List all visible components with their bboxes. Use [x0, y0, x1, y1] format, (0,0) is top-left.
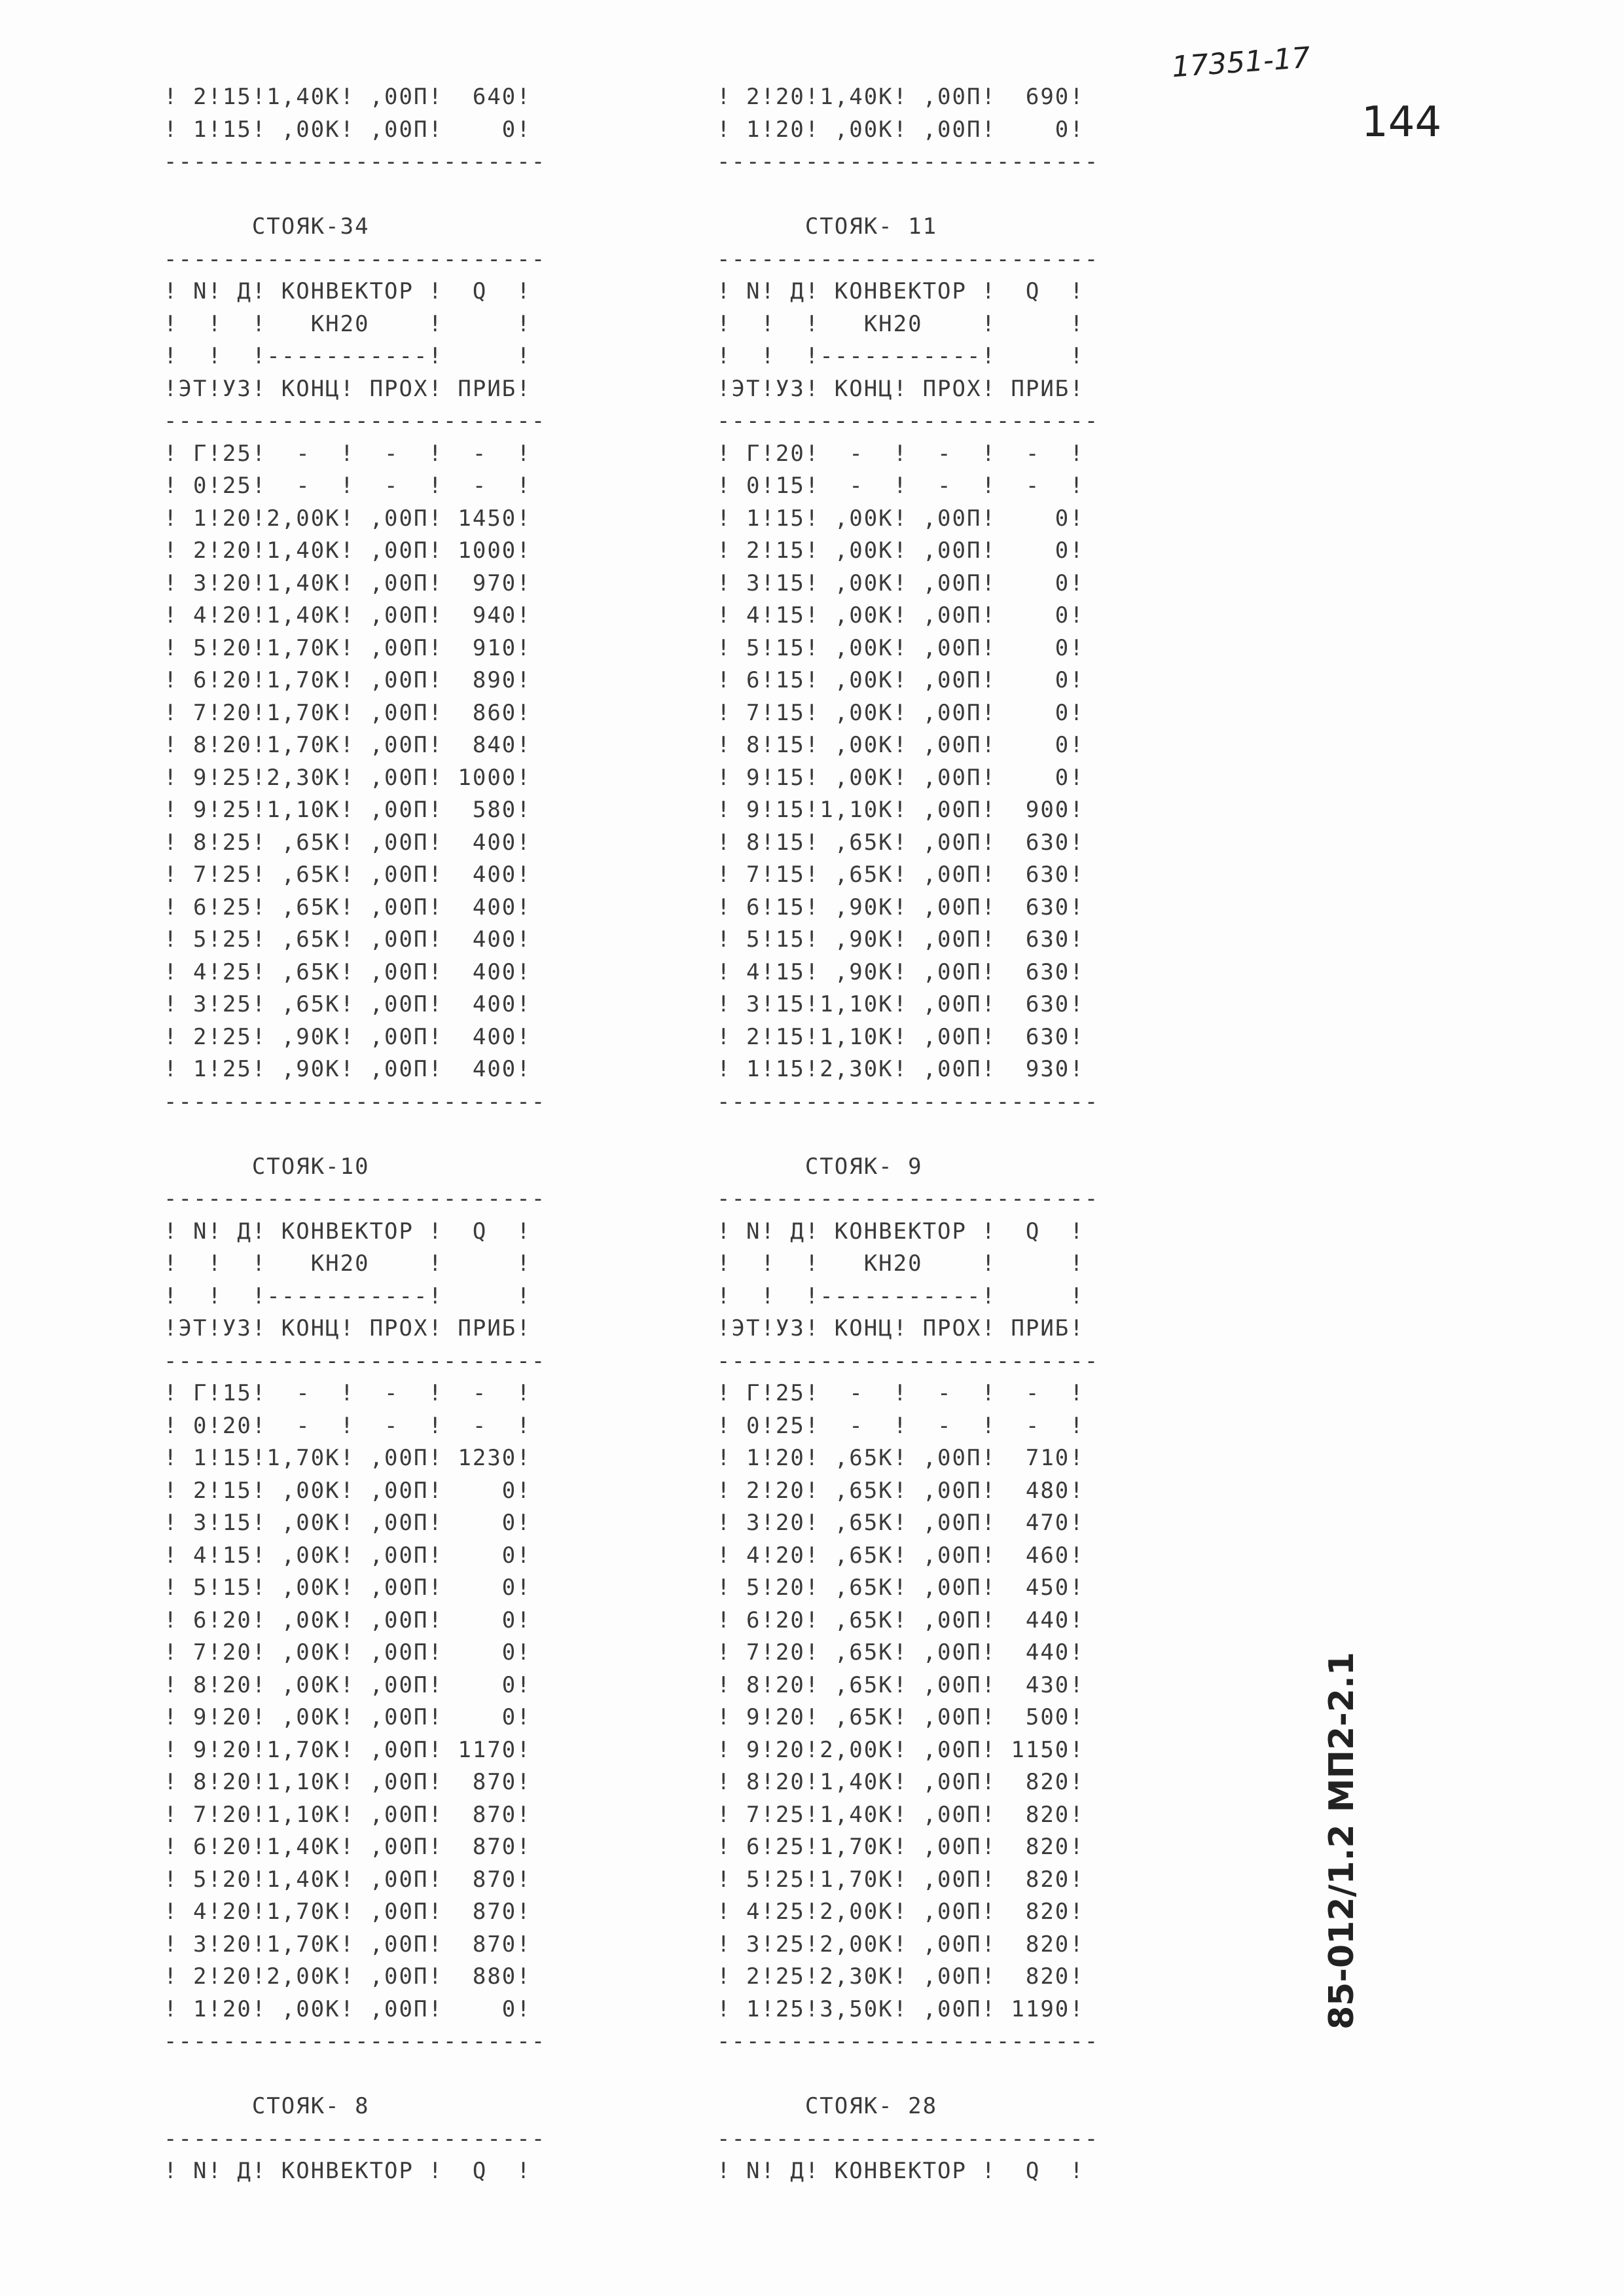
side-document-code: 85-012/1.2 МП2-2.1 — [1322, 1652, 1362, 2030]
printout-column-left: ! 2!15!1,40К! ,00П! 640! ! 1!15! ,00К! ,00П! 0! -------------------------- СТОЯК-34 -------------------------- ! N! Д! КОНВЕКТОР ! Q ! ! ! ! КН20 ! ! ! ! !-----------! ! !ЭТ!УЗ! КОНЦ! ПРОХ! ПРИБ! -------------------------- ! Г!25! - ! - ! - ! ! 0!25! - ! - ! - ! ! 1!20!2,00К! ,00П! 1450! ! 2!20!1,40К! ,00П! 1000! ! 3!20!1,40К! ,00П! 970! ! 4!20!1,40К! ,00П! 940! ! 5!20!1,70К! ,00П! 910! ! 6!20!1,70К! ,00П! 890! ! 7!20!1,70К! ,00П! 860! ! 8!20!1,70К! ,00П! 840! ! 9!25!2,30К! ,00П! 1000! ! 9!25!1,10К! ,00П! 580! ! 8!25! ,65К! ,00П! 400! ! 7!25! ,65К! ,00П! 400! ! 6!25! ,65К! ,00П! 400! ! 5!25! ,65К! ,00П! 400! ! 4!25! ,65К! ,00П! 400! ! 3!25! ,65К! ,00П! 400! ! 2!25! ,90К! ,00П! 400! ! 1!25! ,90К! ,00П! 400! -------------------------- СТОЯК-10 -------------------------- ! N! Д! КОНВЕКТОР ! Q ! ! ! ! КН20 ! ! ! ! !-----------! ! !ЭТ!УЗ! КОНЦ! ПРОХ! ПРИБ! -------------------------- ! Г!15! - ! - ! - ! ! 0!20! - ! - ! - ! ! 1!15!1,70К! ,00П! 1230! ! 2!15! ,00К! ,00П! 0! ! 3!15! ,00К! ,00П! 0! ! 4!15! ,00К! ,00П! 0! ! 5!15! ,00К! ,00П! 0! ! 6!20! ,00К! ,00П! 0! ! 7!20! ,00К! ,00П! 0! ! 8!20! ,00К! ,00П! 0! ! 9!20! ,00К! ,00П! 0! ! 9!20!1,70К! ,00П! 1170! ! 8!20!1,10К! ,00П! 870! ! 7!20!1,10К! ,00П! 870! ! 6!20!1,40К! ,00П! 870! ! 5!20!1,40К! ,00П! 870! ! 4!20!1,70К! ,00П! 870! ! 3!20!1,70К! ,00П! 870! ! 2!20!2,00К! ,00П! 880! ! 1!20! ,00К! ,00П! 0! -------------------------- СТОЯК- 8 -------------------------- ! N! Д! КОНВЕКТОР ! Q ! — [164, 84, 547, 2184]
page-number: 144 — [1362, 98, 1442, 147]
printout-column-right: ! 2!20!1,40К! ,00П! 690! ! 1!20! ,00К! ,00П! 0! -------------------------- СТОЯК- 11 -------------------------- ! N! Д! КОНВЕКТОР ! Q ! ! ! ! КН20 ! ! ! ! !-----------! ! !ЭТ!УЗ! КОНЦ! ПРОХ! ПРИБ! -------------------------- ! Г!20! - ! - ! - ! ! 0!15! - ! - ! - ! ! 1!15! ,00К! ,00П! 0! ! 2!15! ,00К! ,00П! 0! ! 3!15! ,00К! ,00П! 0! ! 4!15! ,00К! ,00П! 0! ! 5!15! ,00К! ,00П! 0! ! 6!15! ,00К! ,00П! 0! ! 7!15! ,00К! ,00П! 0! ! 8!15! ,00К! ,00П! 0! ! 9!15! ,00К! ,00П! 0! ! 9!15!1,10К! ,00П! 900! ! 8!15! ,65К! ,00П! 630! ! 7!15! ,65К! ,00П! 630! ! 6!15! ,90К! ,00П! 630! ! 5!15! ,90К! ,00П! 630! ! 4!15! ,90К! ,00П! 630! ! 3!15!1,10К! ,00П! 630! ! 2!15!1,10К! ,00П! 630! ! 1!15!2,30К! ,00П! 930! -------------------------- СТОЯК- 9 -------------------------- ! N! Д! КОНВЕКТОР ! Q ! ! ! ! КН20 ! ! ! ! !-----------! ! !ЭТ!УЗ! КОНЦ! ПРОХ! ПРИБ! -------------------------- ! Г!25! - ! - ! - ! ! 0!25! - ! - ! - ! ! 1!20! ,65К! ,00П! 710! ! 2!20! ,65К! ,00П! 480! ! 3!20! ,65К! ,00П! 470! ! 4!20! ,65К! ,00П! 460! ! 5!20! ,65К! ,00П! 450! ! 6!20! ,65К! ,00П! 440! ! 7!20! ,65К! ,00П! 440! ! 8!20! ,65К! ,00П! 430! ! 9!20! ,65К! ,00П! 500! ! 9!20!2,00К! ,00П! 1150! ! 8!20!1,40К! ,00П! 820! ! 7!25!1,40К! ,00П! 820! ! 6!25!1,70К! ,00П! 820! ! 5!25!1,70К! ,00П! 820! ! 4!25!2,00К! ,00П! 820! ! 3!25!2,00К! ,00П! 820! ! 2!25!2,30К! ,00П! 820! ! 1!25!3,50К! ,00П! 1190! -------------------------- СТОЯК- 28 -------------------------- ! N! Д! КОНВЕКТОР ! Q ! — [717, 84, 1100, 2184]
handwritten-reference: 17351-17 — [1170, 41, 1312, 84]
